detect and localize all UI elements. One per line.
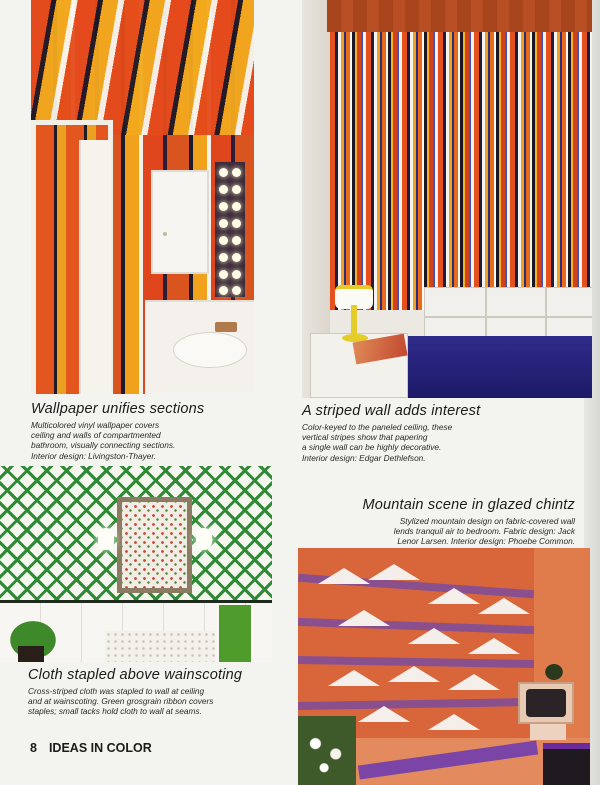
caption-mountain-chintz: [330, 497, 575, 547]
paneled-ceiling: [327, 0, 592, 32]
vanity-lights: [215, 162, 245, 297]
striped-bedroom-photo: [302, 0, 592, 398]
caption-cloth-stapled: [28, 667, 293, 717]
sink: [173, 332, 247, 368]
vanity-top: [105, 631, 215, 662]
striped-wall: [330, 10, 592, 310]
caption-body: Color-keyed to the paneled ceiling, these vertical stripes show that papering a single wall can be highly decorative. Interior design: Edgar Dethlefson.: [302, 422, 453, 463]
striped-bathroom-photo: [31, 0, 254, 394]
wall-sconce-right: [196, 528, 212, 550]
caption-heading: A striped wall adds interest: [302, 403, 481, 419]
lamp-stem: [351, 305, 357, 337]
caption-striped-wall: [302, 403, 582, 463]
caption-heading: Wallpaper unifies sections: [31, 401, 205, 417]
green-towel: [219, 605, 251, 662]
caption-body: Cross-striped cloth was stapled to wall at ceiling and at wainscoting. Green grosgrain ribbon covers staples; small tacks hold cloth to wall at seams.: [28, 686, 214, 717]
medicine-cabinet: [151, 170, 209, 274]
dark-chair: [543, 743, 590, 785]
caption-body: Stylized mountain design on fabric-covered wall lends tranquil air to bedroom. Fabric design: Jack Lenor Larsen. Interior design: Phoebe Common.: [393, 516, 575, 547]
wall-sconce-left: [98, 528, 114, 550]
open-door: [79, 140, 111, 394]
flower-arrangement: [298, 716, 356, 785]
tv-stand: [530, 724, 566, 740]
cabinet-knob: [163, 232, 167, 236]
caption-wallpaper: [31, 401, 281, 461]
faucet: [215, 322, 237, 332]
bed-blue-spread: [392, 336, 592, 398]
plant-on-tv: [543, 662, 565, 682]
green-lattice-bathroom-photo: [0, 466, 272, 662]
caption-heading: Cloth stapled above wainscoting: [28, 667, 243, 683]
vanity-counter: [145, 300, 254, 394]
mirror: [117, 497, 192, 593]
caption-heading: Mountain scene in glazed chintz: [362, 497, 575, 513]
mountain-bedroom-photo: [298, 548, 590, 785]
section-title: IDEAS IN COLOR: [48, 741, 152, 755]
page-number: 8: [30, 741, 37, 755]
television: [518, 682, 574, 724]
caption-body: Multicolored vinyl wallpaper covers ceiling and walls of compartmented bathroom, visually connecting sections. Interior design: Livingston-Thayer.: [31, 420, 176, 461]
page-folio: [30, 741, 152, 755]
plant-pot: [18, 646, 44, 662]
striped-ceiling: [31, 0, 254, 135]
